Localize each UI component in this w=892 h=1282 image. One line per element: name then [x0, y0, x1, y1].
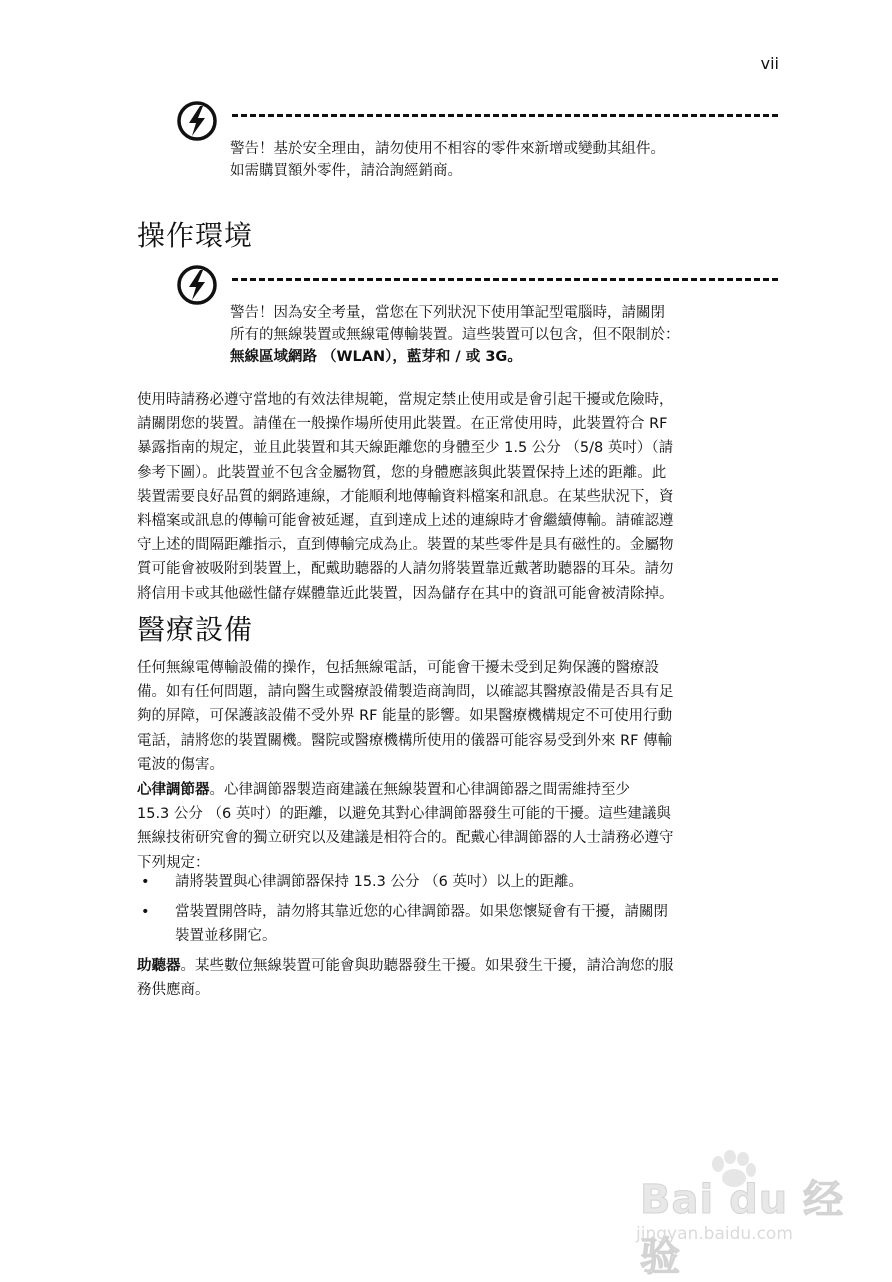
hearing-aids-text: 。某些數位無線裝置可能會與助聽器發生干擾。如果發生干擾，請洽詢您的服 — [180, 958, 674, 974]
warning-text — [230, 302, 778, 368]
list-item — [137, 900, 777, 948]
text-line: 備。如有任何問題，請向醫生或醫療設備製造商詢問，以確認其醫療設備是否具有足 — [137, 684, 674, 701]
text-line — [137, 954, 777, 978]
text-line: 夠的屏障，可保護該設備不受外界 RF 能量的影響。如果醫療機構規定不可使用行動 — [137, 708, 673, 725]
warning-line: 警告！基於安全理由，請勿使用不相容的零件來新增或變動其組件。 — [230, 141, 665, 157]
dashed-divider — [232, 278, 778, 281]
bullet-dot: • — [141, 874, 150, 890]
text-line: 將信用卡或其他磁性儲存媒體靠近此裝置，因為儲存在其中的資訊可能會被清除掉。 — [137, 585, 674, 602]
text-line: 務供應商。 — [137, 982, 210, 999]
section-title-environment: 操作環境 — [137, 219, 254, 252]
pacemaker-paragraph — [137, 778, 777, 875]
text-line: 暴露指南的規定，並且此裝置和其天線距離您的身體至少 1.5 公分 （5/8 英吋）（請 — [137, 440, 674, 457]
warning-text — [230, 138, 778, 182]
pacemaker-term: 心律調節器 — [137, 782, 210, 798]
text-line: 當裝置開啓時，請勿將其靠近您的心律調節器。如果您懷疑會有干擾，請關閉 — [175, 904, 668, 921]
text-line: 參考下圖）。此裝置並不包含金屬物質，您的身體應該與此裝置保持上述的距離。此 — [137, 464, 667, 481]
lightning-warning-icon — [176, 100, 218, 142]
watermark — [630, 1150, 870, 1280]
dashed-divider — [232, 114, 778, 117]
watermark-url: jingyan.baidu.com — [636, 1224, 793, 1244]
text-line: 裝置並移開它。 — [175, 928, 277, 945]
text-line: 下列規定： — [137, 854, 210, 871]
text-line — [137, 778, 777, 802]
text-line: 電話，請將您的裝置關機。醫院或醫療機構所使用的儀器可能容易受到外來 RF 傳輸 — [137, 732, 673, 749]
warning-callout — [176, 264, 778, 374]
hearing-aids-term: 助聽器 — [137, 958, 181, 974]
section-title-medical: 醫療設備 — [137, 613, 254, 646]
page-number: vii — [760, 54, 779, 73]
warning-callout — [176, 100, 778, 180]
bullet-dot: • — [141, 904, 150, 921]
text-line: 15.3 公分 （6 英吋）的距離，以避免其對心律調節器發生可能的干擾。這些建議與 — [137, 806, 671, 823]
environment-paragraph — [137, 388, 777, 606]
text-line: 請關閉您的裝置。請僅在一般操作場所使用此裝置。在正常使用時，此裝置符合 RF — [137, 416, 668, 433]
watermark-brand: Bai du 经验 — [640, 1177, 845, 1280]
text-line: 質可能會被吸附到裝置上，配戴助聽器的人請勿將裝置靠近戴著助聽器的耳朵。請勿 — [137, 561, 674, 578]
pacemaker-guidelines-list — [137, 870, 777, 949]
text-line: 無線技術研究會的獨立研究以及建議是相符合的。配戴心律調節器的人士請務必遵守 — [137, 830, 674, 847]
text-line: 裝置需要良好品質的網路連線，才能順利地傳輸資料檔案和訊息。在某些狀況下，資 — [137, 488, 674, 505]
medical-paragraph — [137, 656, 777, 777]
text-line: 料檔案或訊息的傳輸可能會被延遲，直到達成上述的連線時才會繼續傳輸。請確認遵 — [137, 513, 674, 530]
warning-line: 警告！因為安全考量，當您在下列狀況下使用筆記型電腦時，請關閉 — [230, 305, 665, 321]
text-line: 電波的傷害。 — [137, 756, 224, 773]
text-line: 使用時請務必遵守當地的有效法律規範，當規定禁止使用或是會引起干擾或危險時， — [137, 392, 674, 408]
text-line: 守上述的間隔距離指示，直到傳輸完成為止。裝置的某些零件是具有磁性的。金屬物 — [137, 537, 674, 554]
warning-line: 所有的無線裝置或無線電傳輸裝置。這些裝置可以包含，但不限制於： — [230, 327, 680, 343]
text-line: 請將裝置與心律調節器保持 15.3 公分 （6 英吋）以上的距離。 — [175, 874, 583, 890]
pacemaker-text: 。心律調節器製造商建議在無線裝置和心律調節器之間需維持至少 — [209, 782, 630, 798]
warning-line: 無線區域網路 （WLAN），藍芽和 / 或 3G。 — [230, 349, 522, 365]
lightning-warning-icon — [176, 264, 218, 306]
warning-line: 如需購買額外零件，請洽詢經銷商。 — [230, 163, 462, 179]
text-line: 任何無線電傳輸設備的操作，包括無線電話，可能會干擾未受到足夠保護的醫療設 — [137, 660, 659, 676]
hearing-aids-paragraph — [137, 954, 777, 1002]
list-item — [137, 870, 777, 894]
